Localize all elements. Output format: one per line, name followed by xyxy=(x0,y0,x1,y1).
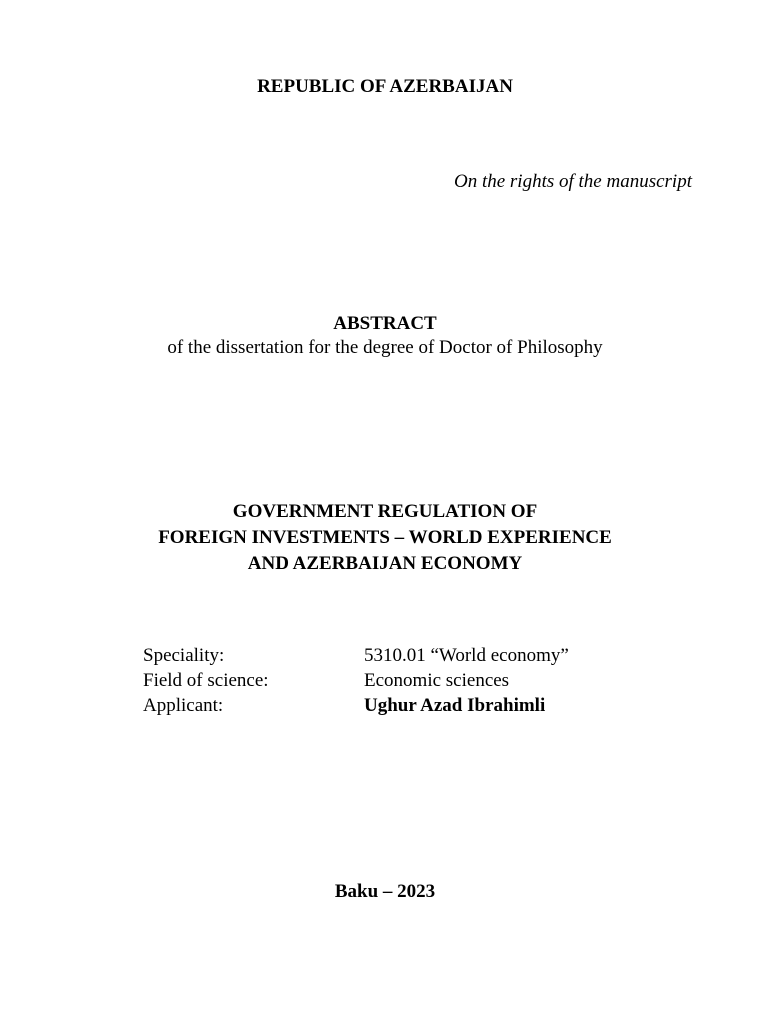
detail-label: Field of science: xyxy=(143,670,269,691)
abstract-subtitle: of the dissertation for the degree of Doctor of Philosophy xyxy=(167,337,603,358)
detail-row-field xyxy=(143,668,569,693)
detail-label: Speciality: xyxy=(143,645,225,666)
dissertation-details xyxy=(143,643,569,718)
detail-label: Applicant: xyxy=(143,695,224,716)
detail-value: 5310.01 “World economy” xyxy=(364,645,569,666)
detail-value: Economic sciences xyxy=(364,670,510,691)
dissertation-title xyxy=(0,499,770,577)
detail-row-speciality xyxy=(143,643,569,668)
abstract-title: ABSTRACT xyxy=(333,313,437,334)
dissertation-title-line: FOREIGN INVESTMENTS – WORLD EXPERIENCE xyxy=(158,527,612,548)
dissertation-title-line: AND AZERBAIJAN ECONOMY xyxy=(247,553,523,574)
manuscript-rights-note: On the rights of the manuscript xyxy=(453,171,692,192)
detail-row-applicant xyxy=(143,693,569,718)
country-heading: REPUBLIC OF AZERBAIJAN xyxy=(257,76,513,97)
applicant-name: Ughur Azad Ibrahimli xyxy=(364,695,546,716)
place-and-year: Baku – 2023 xyxy=(334,881,436,902)
dissertation-title-line: GOVERNMENT REGULATION OF xyxy=(232,501,538,522)
